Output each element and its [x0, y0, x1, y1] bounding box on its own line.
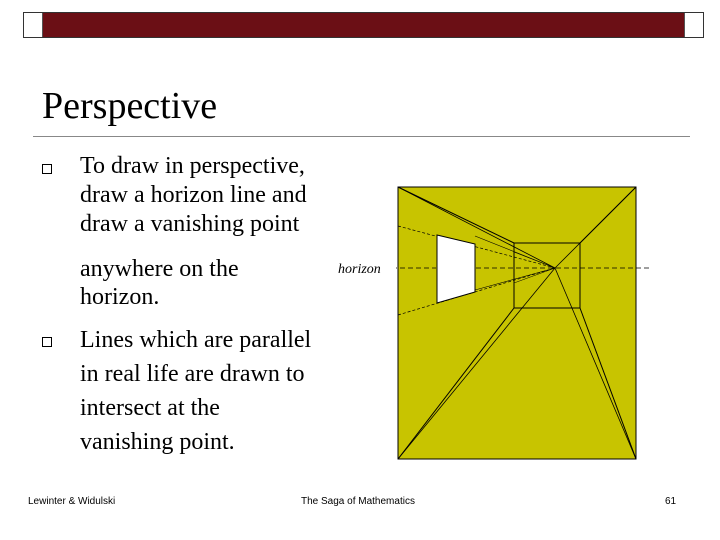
bullet-1-line-5: horizon. — [80, 284, 160, 310]
bullet-2-line-2: in real life are drawn to — [80, 361, 305, 387]
bullet-1-line-2: draw a horizon line and — [80, 182, 307, 208]
bullet-1-line-4: anywhere on the — [80, 256, 239, 282]
bullet-1-line-3: draw a vanishing point — [80, 211, 300, 237]
horizon-label: horizon — [338, 262, 381, 277]
footer-center: The Saga of Mathematics — [301, 496, 415, 507]
room-background — [398, 187, 636, 459]
window — [437, 235, 475, 303]
footer-page-number: 61 — [665, 496, 677, 507]
bullet-2-line-1: Lines which are parallel — [80, 327, 312, 353]
footer-left: Lewinter & Widulski — [28, 496, 116, 507]
bullet-1-line-1: To draw in perspective, — [80, 153, 305, 179]
bullet-2-line-3: intersect at the — [80, 395, 220, 421]
slide-title: Perspective — [42, 85, 218, 127]
bullet-2-line-4: vanishing point. — [80, 429, 235, 455]
